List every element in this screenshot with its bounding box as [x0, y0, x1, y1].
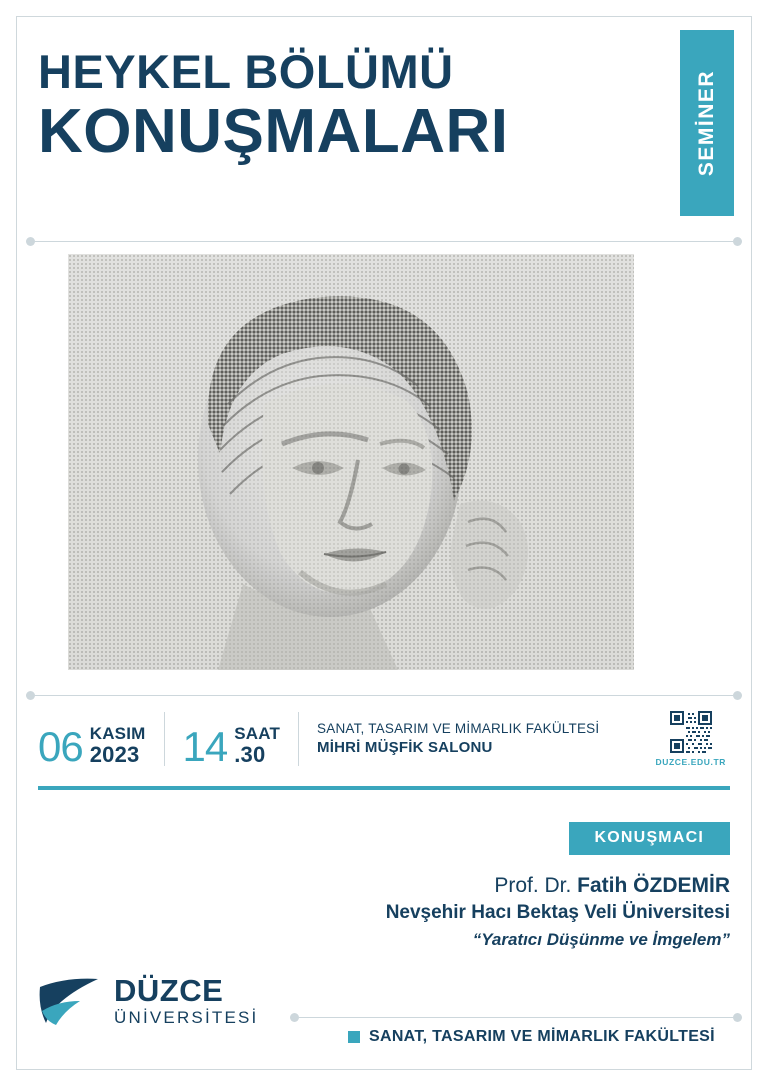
speaker-badge	[569, 822, 730, 855]
speaker-title-prefix: Prof. Dr.	[494, 874, 578, 897]
event-venue	[317, 720, 645, 758]
event-minutes: .30	[234, 741, 266, 767]
divider-line	[35, 241, 733, 242]
qr-block[interactable]	[656, 711, 726, 767]
speaker-university: Nevşehir Hacı Bektaş Veli Üniversitesi	[385, 902, 730, 924]
divider-dot-right	[733, 691, 742, 700]
info-separator-2	[298, 712, 299, 766]
divider-dot-left	[26, 237, 35, 246]
speaker-name-line	[190, 872, 730, 900]
divider-bottom	[290, 1012, 742, 1022]
speaker-info	[190, 872, 730, 952]
event-hour: 14	[182, 723, 228, 770]
event-time-label: SAAT	[234, 724, 281, 744]
logo-subname: ÜNİVERSİTESİ	[114, 1007, 259, 1027]
poster-title-line-2: KONUŞMALARI	[38, 97, 509, 166]
divider-dot-left	[26, 691, 35, 700]
sculpture-illustration	[68, 254, 634, 670]
footer-faculty	[348, 1028, 715, 1046]
divider-dot-right	[733, 1013, 742, 1022]
poster-title-line-1: HEYKEL BÖLÜMÜ	[38, 45, 454, 98]
qr-label: DUZCE.EDU.TR	[655, 757, 726, 767]
logo-name: DÜZCE	[114, 972, 224, 1008]
event-month: KASIM	[89, 724, 146, 744]
poster-header	[38, 45, 698, 166]
speaker-topic: “Yaratıcı Düşünme ve İmgelem”	[472, 929, 730, 949]
divider-middle	[26, 690, 742, 700]
duzce-logo-icon	[36, 971, 104, 1029]
event-date	[38, 710, 162, 768]
bullet-square-icon	[348, 1031, 360, 1043]
info-separator-1	[164, 712, 165, 766]
venue-hall: MİHRİ MÜŞFİK SALONU	[317, 738, 493, 756]
event-info-bar	[38, 706, 730, 772]
seminar-tab	[680, 30, 734, 216]
divider-dot-right	[733, 237, 742, 246]
divider-top	[26, 236, 742, 246]
event-time	[183, 710, 297, 768]
seminar-tab-label: SEMİNER	[695, 69, 718, 177]
speaker-name: Fatih ÖZDEMİR	[577, 874, 730, 897]
teal-rule	[38, 786, 730, 790]
divider-line	[35, 695, 733, 696]
event-day: 06	[38, 723, 83, 770]
qr-code-icon[interactable]	[670, 711, 712, 753]
university-logo	[36, 962, 286, 1038]
venue-faculty: SANAT, TASARIM VE MİMARLIK FAKÜLTESİ	[317, 720, 600, 736]
sculpture-image	[68, 254, 634, 670]
footer-faculty-label: SANAT, TASARIM VE MİMARLIK FAKÜLTESİ	[369, 1028, 715, 1045]
event-year: 2023	[89, 741, 140, 767]
divider-line	[299, 1017, 733, 1018]
speaker-badge-label: KONUŞMACI	[594, 829, 704, 846]
divider-dot-left	[290, 1013, 299, 1022]
